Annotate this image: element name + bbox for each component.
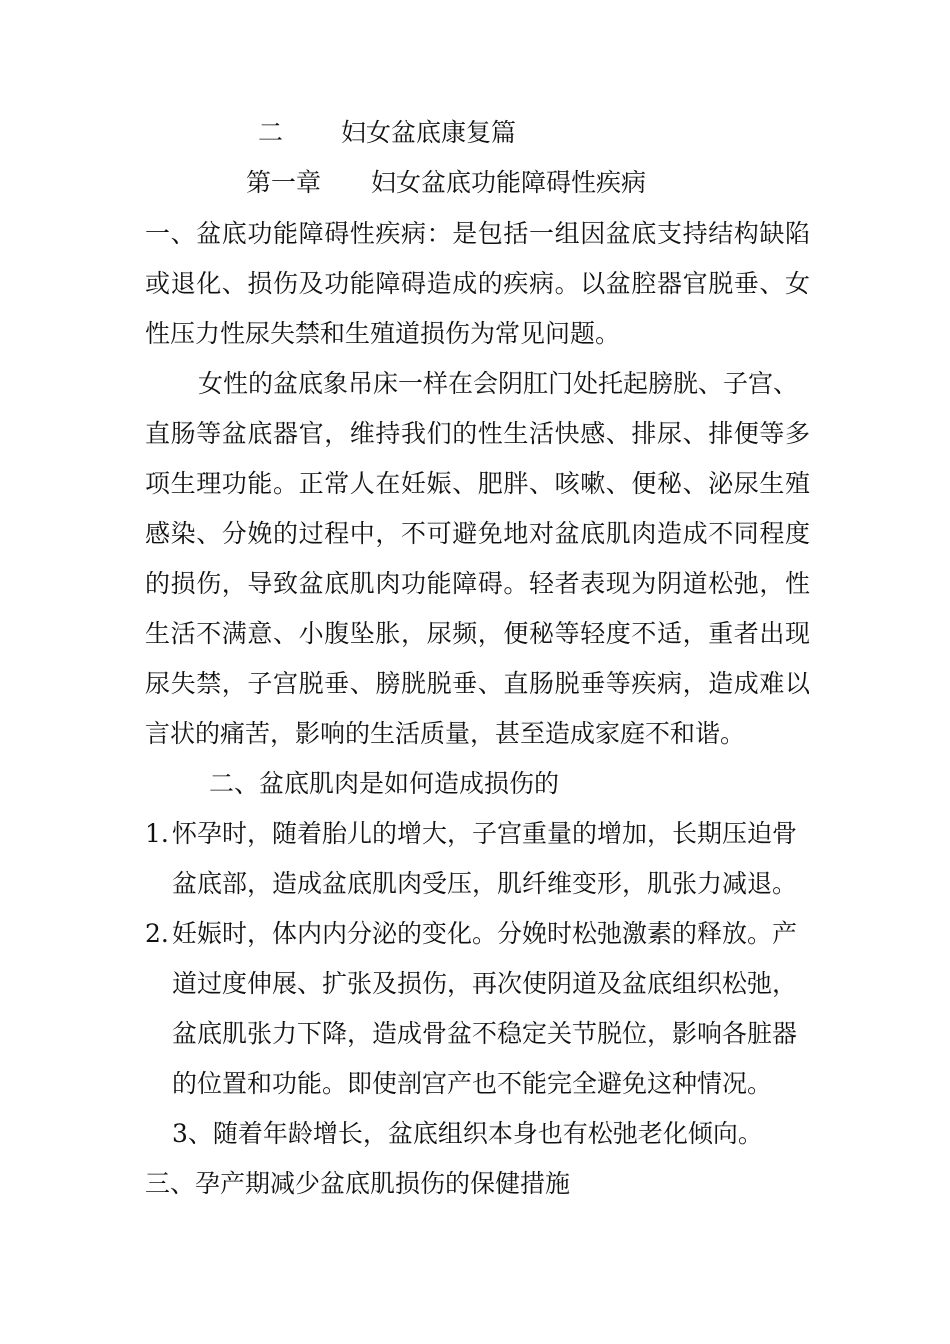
paragraph-line: 项生理功能。正常人在妊娠、肥胖、咳嗽、便秘、泌尿生殖: [145, 469, 810, 498]
list-item-3: 3、随着年龄增长，盆底组织本身也有松弛老化倾向。: [172, 1119, 763, 1148]
chapter-number: 第一章: [246, 168, 322, 197]
list-item-1: [145, 818, 810, 850]
list-item-text: 妊娠时，体内内分泌的变化。分娩时松弛激素的释放。产: [172, 919, 798, 948]
subheading-prevention: 三、孕产期减少盆底肌损伤的保健措施: [145, 1169, 571, 1198]
subheading-damage-causes: 二、盆底肌肉是如何造成损伤的: [209, 769, 560, 798]
list-item-continuation: 的位置和功能。即使剖宫产也不能完全避免这种情况。: [172, 1069, 773, 1098]
paragraph-line: 生活不满意、小腹坠胀，尿频，便秘等轻度不适，重者出现: [145, 619, 810, 648]
list-number: 2.: [145, 919, 169, 948]
paragraph-line: 或退化、损伤及功能障碍造成的疾病。以盆腔器官脱垂、女: [145, 269, 810, 298]
list-item-continuation: 盆底部，造成盆底肌肉受压，肌纤维变形，肌张力减退。: [172, 869, 798, 898]
section-title: 妇女盆底康复篇: [341, 118, 517, 147]
paragraph-line: 言状的痛苦，影响的生活质量，甚至造成家庭不和谐。: [145, 719, 746, 748]
list-item-continuation: 盆底肌张力下降，造成骨盆不稳定关节脱位，影响各脏器: [172, 1019, 798, 1048]
chapter-heading: [246, 167, 646, 199]
section-number: 二: [258, 118, 284, 147]
list-item-continuation: 道过度伸展、扩张及损伤，再次使阴道及盆底组织松弛，: [172, 969, 798, 998]
list-item-2: [145, 918, 810, 950]
paragraph-line: 直肠等盆底器官，维持我们的性生活快感、排尿、排便等多: [145, 419, 810, 448]
section-heading: [258, 117, 516, 149]
list-item-text: 怀孕时，随着胎儿的增大，子宫重量的增加，长期压迫骨: [172, 819, 798, 848]
paragraph-line: 的损伤，导致盆底肌肉功能障碍。轻者表现为阴道松弛，性: [145, 569, 810, 598]
list-number: 1.: [145, 819, 169, 848]
paragraph-line: 一、盆底功能障碍性疾病：是包括一组因盆底支持结构缺陷: [145, 219, 810, 248]
chapter-title: 妇女盆底功能障碍性疾病: [371, 168, 647, 197]
paragraph-line: 感染、分娩的过程中，不可避免地对盆底肌肉造成不同程度: [145, 519, 810, 548]
paragraph-line: 尿失禁，子宫脱垂、膀胱脱垂、直肠脱垂等疾病，造成难以: [145, 669, 810, 698]
paragraph-line: 性压力性尿失禁和生殖道损伤为常见问题。: [145, 319, 621, 348]
paragraph-line: 女性的盆底象吊床一样在会阴肛门处托起膀胱、子宫、: [198, 369, 799, 398]
